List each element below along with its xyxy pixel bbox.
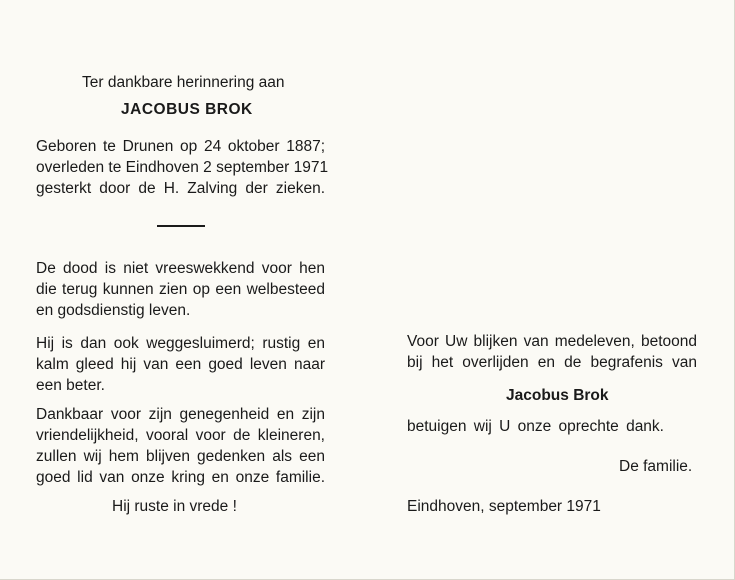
para2-line-1: Hij is dan ook weggesluimerd; rustig en <box>36 335 325 352</box>
closing-text: Hij ruste in vrede ! <box>112 498 237 515</box>
para3-line-2: vriendelijkheid, vooral voor de kleineren, <box>36 427 325 444</box>
deceased-name: JACOBUS BROK <box>121 101 253 118</box>
thanks-name: Jacobus Brok <box>506 387 609 404</box>
thanks-line-1: Voor Uw blijken van medeleven, betoond <box>407 333 697 350</box>
bio-line-1: Geboren te Drunen op 24 oktober 1887; <box>36 138 325 155</box>
para2-line-2: kalm gleed hij van een goed leven naar <box>36 356 325 373</box>
para3-line-1: Dankbaar voor zijn genegenheid en zijn <box>36 406 325 423</box>
bio-line-2: overleden te Eindhoven 2 september 1971 <box>36 159 329 176</box>
para2-line-3: een beter. <box>36 377 105 394</box>
divider-line <box>157 225 205 227</box>
para3-line-4: goed lid van onze kring en onze familie. <box>36 469 325 486</box>
signature-text: De familie. <box>619 458 693 475</box>
place-date-text: Eindhoven, september 1971 <box>407 498 601 515</box>
para3-line-3: zullen wij hem blijven gedenken als een <box>36 448 325 465</box>
testimony-text: betuigen wij U onze oprechte dank. <box>407 418 664 435</box>
thanks-line-2: bij het overlijden en de begrafenis van <box>407 354 697 371</box>
para1-line-3: en godsdienstig leven. <box>36 302 191 319</box>
bio-line-3: gesterkt door de H. Zalving der zieken. <box>36 180 325 197</box>
intro-text: Ter dankbare herinnering aan <box>82 74 285 91</box>
para1-line-1: De dood is niet vreeswekkend voor hen <box>36 260 325 277</box>
para1-line-2: die terug kunnen zien op een welbesteed <box>36 281 325 298</box>
